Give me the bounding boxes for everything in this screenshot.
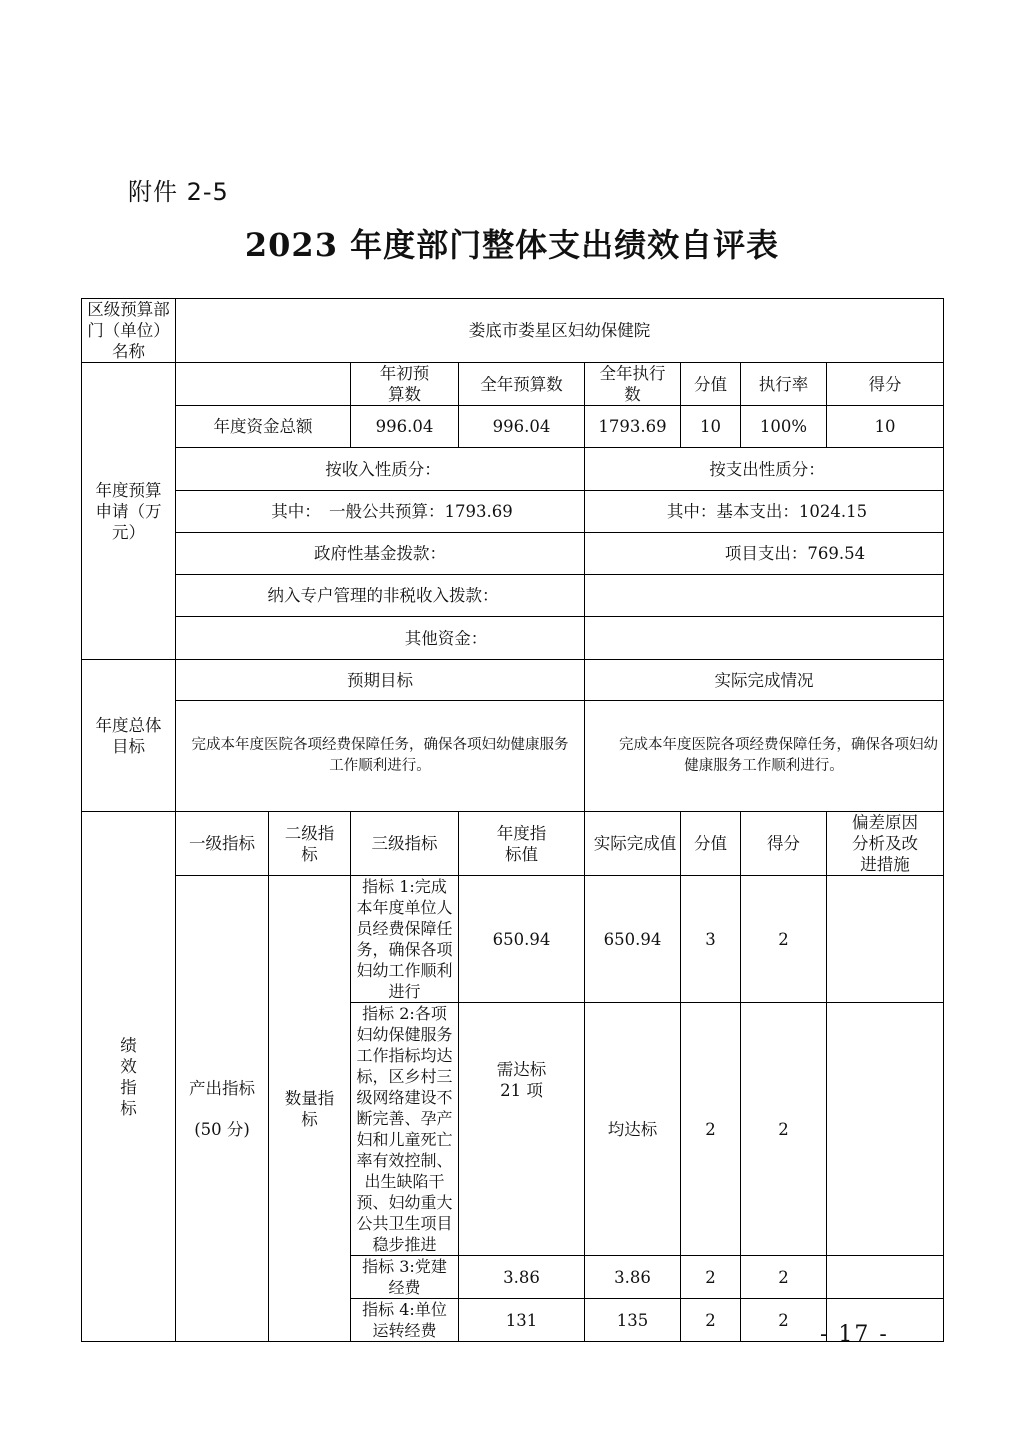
unit-label: 区级预算部门（单位）名称 — [82, 299, 176, 363]
indicator-2-actual: 均达标 — [585, 1003, 681, 1256]
government-fund: 政府性基金拨款： — [176, 533, 585, 575]
indicator-3-deviation — [827, 1256, 944, 1299]
non-tax-income-value — [585, 575, 944, 617]
indicator-1-actual: 650.94 — [585, 876, 681, 1003]
indicator-score-value-header: 分值 — [681, 812, 741, 876]
non-tax-income: 纳入专户管理的非税收入拨款： — [176, 575, 585, 617]
total-annual-budget: 996.04 — [459, 406, 585, 448]
indicator-1-score: 2 — [741, 876, 827, 1003]
total-annual-execution: 1793.69 — [585, 406, 681, 448]
page-title: 2023 年度部门整体支出绩效自评表 — [244, 226, 780, 264]
indicator-3-score-value: 2 — [681, 1256, 741, 1299]
indicator-3-score: 2 — [741, 1256, 827, 1299]
indicator-1-deviation — [827, 876, 944, 1003]
level1-output-indicator — [176, 876, 269, 1342]
annual-target-header: 年度指标值 — [459, 812, 585, 876]
indicator-4-actual: 135 — [585, 1299, 681, 1342]
performance-section-label: 绩效指标 — [82, 812, 176, 1342]
total-score: 10 — [827, 406, 944, 448]
indicator-2-target: 需达标 21 项 — [459, 1003, 585, 1256]
actual-goal-header: 实际完成情况 — [585, 660, 944, 701]
income-nature-label: 按收入性质分： — [176, 448, 585, 491]
indicator-3-target: 3.86 — [459, 1256, 585, 1299]
attachment-label: 附件 2-5 — [128, 178, 229, 206]
indicator-2-text: 指标 2:各项妇幼保健服务工作指标均达标，区乡村三级网络建设不断完善、孕产妇和儿童死亡率有效控制、出生缺陷干预、妇幼重大公共卫生项目稳步推进 — [351, 1003, 459, 1256]
budget-section-label: 年度预算申请（万元） — [82, 363, 176, 660]
annual-execution-header: 全年执行数 — [585, 363, 681, 406]
level2-header: 二级指标 — [269, 812, 351, 876]
expected-goal-header: 预期目标 — [176, 660, 585, 701]
level2-quantity-indicator: 数量指标 — [269, 876, 351, 1342]
score-value-header: 分值 — [681, 363, 741, 406]
indicator-1-text: 指标 1:完成本年度单位人员经费保障任务，确保各项妇幼工作顺利进行 — [351, 876, 459, 1003]
budget-header-blank — [176, 363, 351, 406]
performance-evaluation-table — [81, 298, 944, 1342]
score-header: 得分 — [827, 363, 944, 406]
indicator-4-score-value: 2 — [681, 1299, 741, 1342]
total-score-value: 10 — [681, 406, 741, 448]
expense-nature-label: 按支出性质分： — [585, 448, 944, 491]
initial-budget-header: 年初预算数 — [351, 363, 459, 406]
indicator-2-deviation — [827, 1003, 944, 1256]
goals-section-label: 年度总体目标 — [82, 660, 176, 812]
basic-expense: 其中：基本支出：1024.15 — [585, 491, 944, 533]
level1-header: 一级指标 — [176, 812, 269, 876]
indicator-2-score-value: 2 — [681, 1003, 741, 1256]
indicator-4-score: 2 — [741, 1299, 827, 1342]
project-expense: 项目支出：769.54 — [585, 533, 944, 575]
indicator-3-text: 指标 3:党建经费 — [351, 1256, 459, 1299]
actual-value-header: 实际完成值 — [585, 812, 681, 876]
level1-points: (50 分) — [194, 1119, 250, 1139]
indicator-4-target: 131 — [459, 1299, 585, 1342]
other-funds-value — [585, 617, 944, 660]
indicator-4-text: 指标 4:单位运转经费 — [351, 1299, 459, 1342]
expected-goal-text: 完成本年度医院各项经费保障任务，确保各项妇幼健康服务工作顺利进行。 — [176, 701, 585, 812]
indicator-score-header: 得分 — [741, 812, 827, 876]
total-funds-label: 年度资金总额 — [176, 406, 351, 448]
page-number: - 17 - — [820, 1322, 889, 1347]
indicator-2-score: 2 — [741, 1003, 827, 1256]
total-initial-budget: 996.04 — [351, 406, 459, 448]
indicator-1-target: 650.94 — [459, 876, 585, 1003]
execution-rate-header: 执行率 — [741, 363, 827, 406]
deviation-header: 偏差原因分析及改进措施 — [827, 812, 944, 876]
actual-goal-text: 完成本年度医院各项经费保障任务，确保各项妇幼健康服务工作顺利进行。 — [585, 701, 944, 812]
general-public-budget: 其中： 一般公共预算：1793.69 — [176, 491, 585, 533]
unit-name: 娄底市娄星区妇幼保健院 — [176, 299, 944, 363]
indicator-1-score-value: 3 — [681, 876, 741, 1003]
level3-header: 三级指标 — [351, 812, 459, 876]
indicator-3-actual: 3.86 — [585, 1256, 681, 1299]
annual-budget-header: 全年预算数 — [459, 363, 585, 406]
total-execution-rate: 100% — [741, 406, 827, 448]
other-funds: 其他资金： — [176, 617, 585, 660]
level1-name: 产出指标 — [189, 1078, 255, 1098]
